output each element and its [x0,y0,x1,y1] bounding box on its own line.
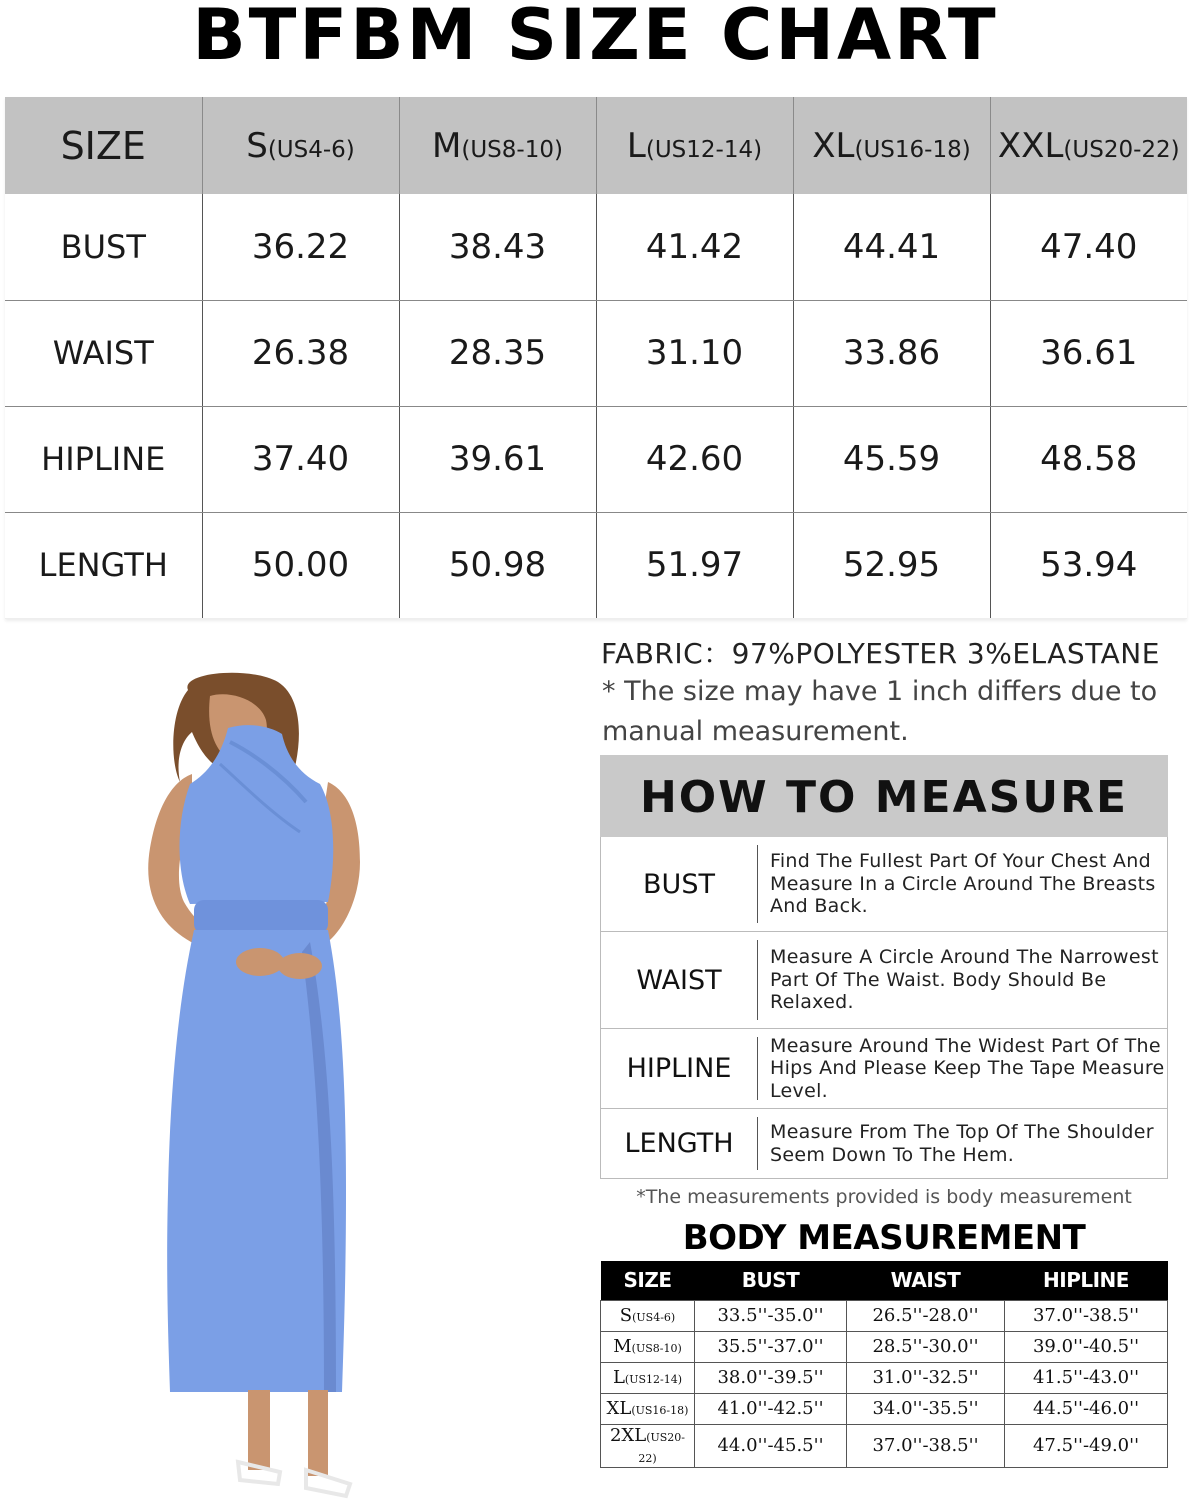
size-cell [601,1300,695,1331]
size-col-4 [990,97,1187,194]
page-title: BTFBM SIZE CHART [192,0,999,76]
size-col-sub: (US16-18) [854,136,971,163]
table-cell: 42.60 [596,406,793,512]
measure-row-waist [600,932,1168,1029]
column-header: WAIST [847,1261,1005,1300]
measure-label: BUST [643,868,715,900]
table-cell: 41.5''-43.0'' [1005,1362,1168,1393]
table-cell: 38.0''-39.5'' [695,1362,847,1393]
measure-label: WAIST [636,964,722,996]
table-cell: 36.22 [202,194,399,300]
table-cell: 34.0''-35.5'' [847,1393,1005,1424]
dress-skirt [167,930,346,1392]
measure-description: Measure Around The Widest Part Of The Hips And Please Keep The Tape Measure Level. [770,1034,1165,1102]
body-measurement-note: *The measurements provided is body measurement [636,1186,1132,1208]
table-cell: 31.0''-32.5'' [847,1362,1005,1393]
size-col-main: XL [812,125,855,166]
measure-description: Measure From The Top Of The Shoulder Seem Down To The Hem. [770,1121,1154,1166]
table-cell: 36.61 [990,300,1187,406]
table-row [601,1362,1168,1393]
measure-row-bust [600,837,1168,932]
size-sub: (US20-22) [638,1430,686,1465]
table-cell: 50.98 [399,512,596,618]
size-col-main: S [246,125,268,166]
table-cell: 41.42 [596,194,793,300]
size-col-sub: (US20-22) [1063,136,1180,163]
size-col-1 [399,97,596,194]
table-cell: 44.41 [793,194,990,300]
table-cell: 45.59 [793,406,990,512]
table-cell: 33.5''-35.0'' [695,1300,847,1331]
model-in-dress-image [110,672,400,1500]
table-cell: 48.58 [990,406,1187,512]
column-header: HIPLINE [1005,1261,1168,1300]
left-hand [236,948,284,976]
size-main: XL [606,1398,632,1419]
size-col-0 [202,97,399,194]
table-cell: 47.40 [990,194,1187,300]
table-cell: 26.5''-28.0'' [847,1300,1005,1331]
size-sub: (US12-14) [624,1373,683,1386]
dress-waistband [194,900,328,934]
size-main: S [619,1305,633,1326]
table-cell: 35.5''-37.0'' [695,1331,847,1362]
left-leg [248,1390,270,1470]
size-main: M [613,1336,632,1357]
table-row [5,194,1187,300]
table-row [5,512,1187,618]
measurement-note: * The size may have 1 inch differs due to manual measurement. [602,676,1158,747]
table-cell: 44.5''-46.0'' [1005,1393,1168,1424]
fabric-info: FABRIC：97%POLYESTER 3%ELASTANE [601,637,1160,670]
measure-label: HIPLINE [626,1053,732,1084]
size-cell [601,1362,695,1393]
row-label: WAIST [5,300,202,406]
size-cell [601,1393,695,1424]
table-cell: 28.35 [399,300,596,406]
how-to-measure-title: HOW TO MEASURE [600,755,1168,837]
body-measurement-title: BODY MEASUREMENT [682,1218,1086,1258]
table-cell: 47.5''-49.0'' [1005,1424,1168,1467]
size-col-3 [793,97,990,194]
measure-row-hipline [600,1029,1168,1109]
body-measurement-table [600,1261,1168,1468]
size-cell [601,1424,695,1467]
size-col-main: M [432,125,462,166]
table-row [5,300,1187,406]
size-main: L [612,1367,625,1388]
row-label: LENGTH [5,512,202,618]
table-row [601,1331,1168,1362]
table-cell: 39.0''-40.5'' [1005,1331,1168,1362]
table-cell: 26.38 [202,300,399,406]
row-label: BUST [5,194,202,300]
size-col-sub: (US8-10) [461,136,563,163]
table-cell: 28.5''-30.0'' [847,1331,1005,1362]
measure-description: Measure A Circle Around The Narrowest Part Of The Waist. Body Should Be Relaxed. [770,946,1159,1014]
body-table-header-row [601,1261,1168,1300]
table-row [601,1424,1168,1467]
table-cell: 52.95 [793,512,990,618]
size-cell [601,1331,695,1362]
size-sub: (US16-18) [631,1404,689,1417]
table-row [601,1300,1168,1331]
measure-row-length [600,1109,1168,1179]
table-cell: 38.43 [399,194,596,300]
measure-label: LENGTH [624,1128,734,1159]
size-col-2 [596,97,793,194]
table-cell: 39.61 [399,406,596,512]
size-col-sub: (US4-6) [267,136,355,163]
table-cell: 31.10 [596,300,793,406]
measure-description: Find The Fullest Part Of Your Chest And Measure In a Circle Around The Breasts And Back. [770,850,1156,918]
sandal-left [238,1462,280,1484]
table-cell: 37.0''-38.5'' [1005,1300,1168,1331]
table-cell: 51.97 [596,512,793,618]
table-cell: 50.00 [202,512,399,618]
size-col-main: L [626,125,646,166]
table-row [5,406,1187,512]
table-cell: 53.94 [990,512,1187,618]
table-cell: 44.0''-45.5'' [695,1424,847,1467]
how-to-measure-box [600,755,1168,1179]
right-leg [308,1390,328,1476]
size-main: 2XL [609,1424,647,1446]
table-row [601,1393,1168,1424]
size-header-label: SIZE [5,97,202,194]
column-header: SIZE [601,1261,695,1300]
size-chart-table [5,97,1187,619]
row-label: HIPLINE [5,406,202,512]
right-hand [278,953,322,979]
size-col-main: XXL [997,125,1064,166]
size-col-sub: (US12-14) [645,136,763,163]
column-header: BUST [695,1261,847,1300]
size-chart-header-row [5,97,1187,194]
size-sub: (US4-6) [632,1311,676,1324]
table-cell: 37.40 [202,406,399,512]
table-cell: 41.0''-42.5'' [695,1393,847,1424]
table-cell: 37.0''-38.5'' [847,1424,1005,1467]
size-sub: (US8-10) [631,1342,682,1355]
table-cell: 33.86 [793,300,990,406]
